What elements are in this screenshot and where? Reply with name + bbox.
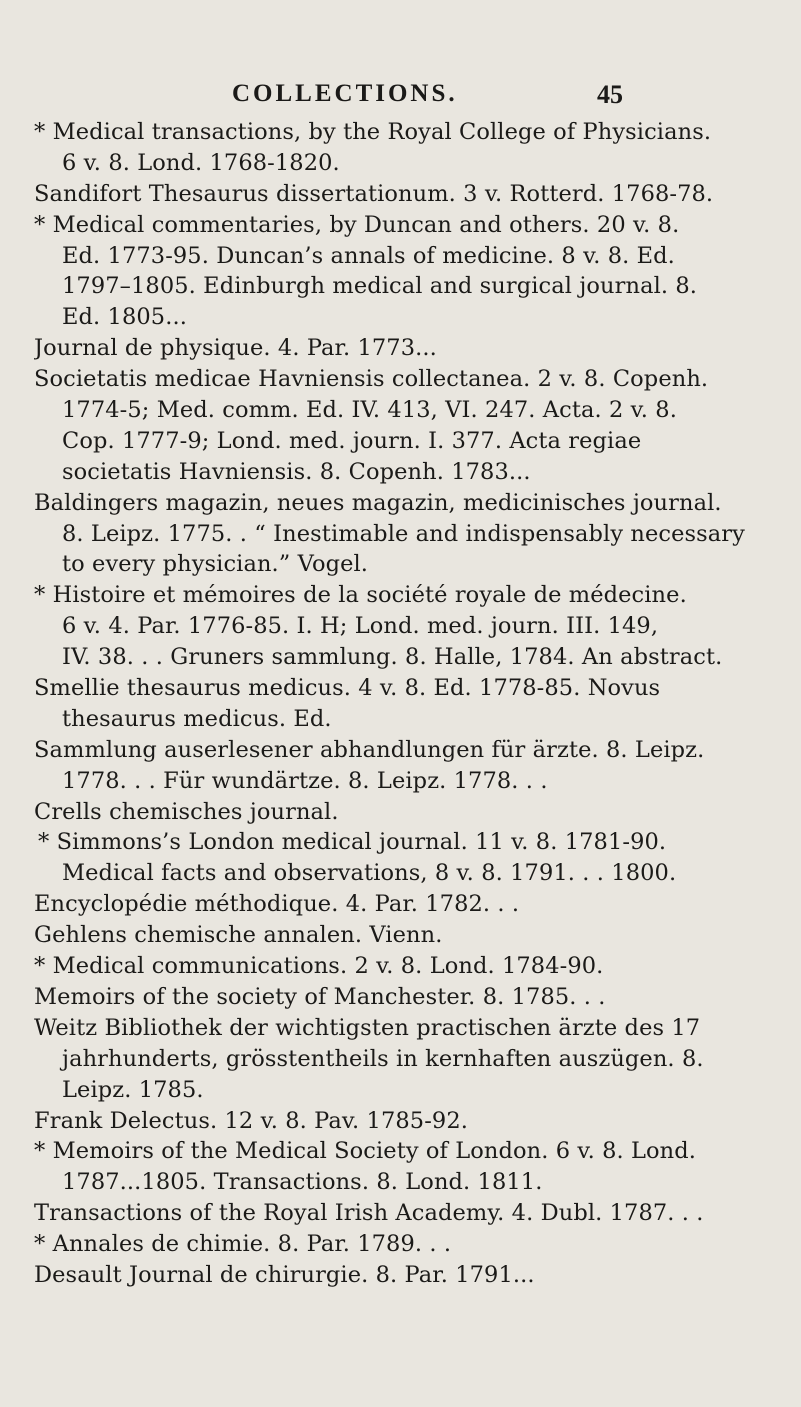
entry-weitz-bibliothek: [34, 1013, 796, 1106]
entry-journal-de-physique: [34, 333, 796, 364]
entry-royal-irish-academy: [34, 1198, 796, 1229]
entry-line: Journal de physique. 4. Par. 1773...: [34, 335, 437, 362]
entry-line: Transactions of the Royal Irish Academy. 4. Dubl. 1787. . .: [34, 1200, 704, 1227]
entry-medical-communications: [34, 951, 796, 982]
entry-medical-commentaries: [34, 210, 796, 334]
entry-line: * Medical transactions, by the Royal College of Physicians.: [34, 119, 712, 145]
entry-line: 1797–1805. Edinburgh medical and surgical journal. 8.: [62, 273, 698, 300]
entry-line: Ed. 1805...: [62, 304, 187, 331]
entry-line: societatis Havniensis. 8. Copenh. 1783...: [62, 458, 531, 485]
entry-line: 6 v. 8. Lond. 1768-1820.: [62, 149, 340, 176]
entry-line: Desault Journal de chirurgie. 8. Par. 1791...: [34, 1261, 535, 1288]
entry-line: * Medical communications. 2 v. 8. Lond. 1784-90.: [34, 953, 604, 980]
entry-line: Encyclopédie méthodique. 4. Par. 1782. . .: [34, 891, 520, 918]
entry-simmons-london-journal: [34, 827, 796, 889]
page-number: 45: [597, 80, 623, 109]
entry-line: Ed. 1773-95. Duncan’s annals of medicine. 8 v. 8. Ed.: [62, 242, 675, 269]
collections-list: [34, 117, 796, 1291]
entry-line: 8. Leipz. 1775. . “ Inestimable and indispensably necessary: [62, 520, 745, 547]
entry-line: Weitz Bibliothek der wichtigsten practischen ärzte des 17: [34, 1014, 701, 1041]
entry-line: Smellie thesaurus medicus. 4 v. 8. Ed. 1778-85. Novus: [34, 675, 661, 702]
entry-line: IV. 38. . . Gruners sammlung. 8. Halle, 1784. An abstract.: [62, 644, 723, 671]
entry-medical-transactions: [34, 117, 796, 179]
entry-line: * Annales de chimie. 8. Par. 1789. . .: [34, 1231, 452, 1258]
entry-line: thesaurus medicus. Ed.: [62, 705, 332, 732]
entry-annales-de-chimie: [34, 1229, 796, 1260]
entry-line: 1774-5; Med. comm. Ed. IV. 413, VI. 247. Acta. 2 v. 8.: [62, 397, 677, 424]
entry-histoire-et-memoires: [34, 580, 796, 673]
entry-sammlung-auserlesener: [34, 735, 796, 797]
entry-line: * Medical commentaries, by Duncan and others. 20 v. 8.: [34, 211, 680, 238]
entry-desault-journal: [34, 1260, 796, 1291]
entry-frank-delectus: [34, 1106, 796, 1137]
entry-line: Frank Delectus. 12 v. 8. Pav. 1785-92.: [34, 1107, 468, 1134]
entry-line: * Simmons’s London medical journal. 11 v. 8. 1781-90.: [38, 829, 667, 856]
entry-line: Medical facts and observations, 8 v. 8. 1791. . . 1800.: [62, 860, 677, 887]
entry-line: * Histoire et mémoires de la société royale de médecine.: [34, 582, 687, 609]
page-header: [0, 80, 801, 116]
entry-line: Crells chemisches journal.: [34, 798, 339, 825]
entry-line: 1778. . . Für wundärtze. 8. Leipz. 1778. . .: [62, 767, 548, 794]
entry-line: Memoirs of the society of Manchester. 8. 1785. . .: [34, 983, 606, 1010]
entry-line: Sammlung auserlesener abhandlungen für ärzte. 8. Leipz.: [34, 736, 705, 763]
entry-line: Leipz. 1785.: [62, 1076, 204, 1103]
entry-baldingers-magazin: [34, 488, 796, 581]
entry-line: jahrhunderts, grösstentheils in kernhaften auszügen. 8.: [62, 1045, 704, 1072]
entry-memoirs-manchester: [34, 982, 796, 1013]
running-title: COLLECTIONS.: [232, 80, 458, 107]
entry-line: 1787...1805. Transactions. 8. Lond. 1811.: [62, 1169, 543, 1196]
entry-line: * Memoirs of the Medical Society of London. 6 v. 8. Lond.: [34, 1138, 697, 1165]
entry-line: Cop. 1777-9; Lond. med. journ. I. 377. Acta regiae: [62, 427, 642, 454]
entry-memoirs-medical-society-london: [34, 1136, 796, 1198]
entry-line: Sandifort Thesaurus dissertationum. 3 v. Rotterd. 1768-78.: [34, 180, 714, 207]
entry-line: Baldingers magazin, neues magazin, medicinisches journal.: [34, 489, 722, 516]
entry-line: Gehlens chemische annalen. Vienn.: [34, 922, 443, 949]
entry-line: 6 v. 4. Par. 1776-85. I. H; Lond. med. journ. III. 149,: [62, 613, 659, 640]
entry-gehlens-annalen: [34, 920, 796, 951]
entry-line: Societatis medicae Havniensis collectanea. 2 v. 8. Copenh.: [34, 366, 709, 393]
entry-crells-journal: [34, 797, 796, 828]
entry-encyclopedie-methodique: [34, 889, 796, 920]
entry-sandifort-thesaurus: [34, 179, 796, 210]
entry-line: to every physician.” Vogel.: [62, 551, 369, 578]
entry-societatis-havniensis: [34, 364, 796, 488]
entry-smellie-thesaurus: [34, 673, 796, 735]
